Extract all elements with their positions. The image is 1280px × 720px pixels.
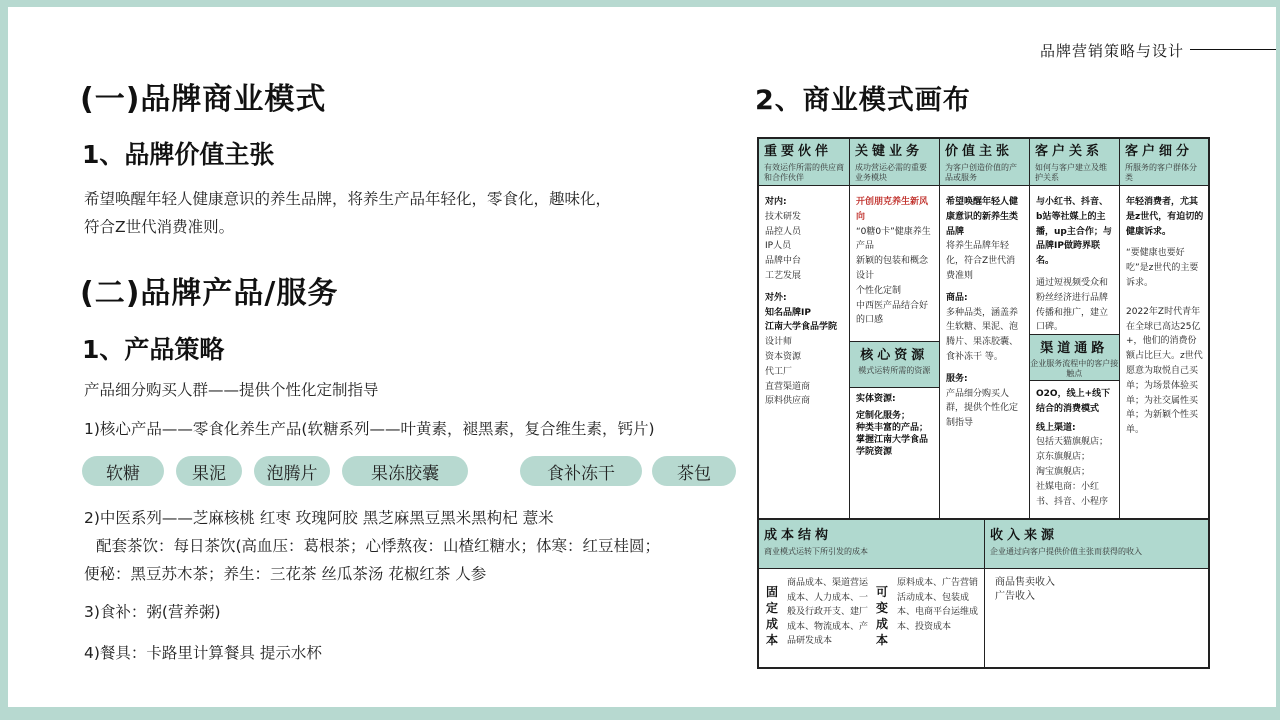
- relationships-title: 客户关系: [1035, 144, 1104, 159]
- key-activities-subtitle: 成功营运必需的重要业务模块: [855, 163, 927, 182]
- pill-effervescent: 泡腾片: [254, 456, 330, 486]
- value-lead: 希望唤醒年轻人健康意识的新养生类品牌: [946, 197, 1019, 237]
- resources-label: 实体资源:: [856, 394, 896, 404]
- pill-fruit-puree: 果泥: [176, 456, 242, 486]
- pill-tea-bag: 茶包: [652, 456, 736, 486]
- activity-item: 中西医产品结合好的口感: [856, 300, 929, 326]
- block-key-partners: [759, 139, 850, 520]
- block-cost-structure: [759, 520, 985, 667]
- channel-item: 淘宝旗舰店；: [1036, 466, 1091, 477]
- header-value-propositions: [940, 139, 1029, 186]
- partner-external: 直营渠道商: [765, 381, 811, 392]
- product-item-2-line3: 便秘：黑豆苏木茶；养生：三花茶 丝瓜茶汤 花椒红茶 人参: [84, 565, 487, 583]
- section-title-products: (二)品牌产品/服务: [80, 276, 339, 311]
- revenue-body: [991, 576, 1191, 604]
- resource-item: 掌握江南大学食品学院资源: [856, 435, 929, 457]
- partner-external: 资本资源: [765, 351, 802, 362]
- value-proposition-text-1: 希望唤醒年轻人健康意识的养生品牌，将养生产品年轻化，零食化，趣味化，: [84, 190, 612, 208]
- segments-quote: “要健康也要好吃”是z世代的主要诉求。: [1126, 248, 1199, 288]
- key-resources-subtitle: 模式运转所需的资源: [858, 366, 931, 375]
- product-intro: 产品细分购买人群——提供个性化定制指导: [84, 381, 379, 399]
- value-title: 价值主张: [945, 144, 1014, 159]
- key-partners-subtitle: 有效运作所需的供应商和合作伙伴: [764, 163, 844, 182]
- partner-internal: 工艺发展: [765, 270, 802, 281]
- key-partners-body: [761, 195, 849, 409]
- segments-stat: 2022年Z时代青年在全球已高达25亿+，他们的消费份额占比巨大。z世代愿意为取悦自己买单；为场景体验买单；为社交属性买单；为新颖个性买单。: [1126, 306, 1203, 436]
- activities-highlight: 开创朋克养生新风向: [856, 197, 929, 222]
- online-channels-label: 线上渠道:: [1036, 422, 1076, 433]
- partner-internal: 品控人员: [765, 226, 802, 237]
- header-key-activities: [850, 139, 939, 186]
- relationships-detail: 通过短视频受众和粉丝经济进行品牌传播和推广，建立口碑。: [1036, 277, 1109, 333]
- channels-subtitle: 企业服务流程中的客户接触点: [1030, 359, 1119, 378]
- key-resources-title: 核心资源: [860, 348, 929, 363]
- revenue-item: 商品售卖收入: [995, 577, 1055, 588]
- revenue-title: 收入来源: [990, 528, 1059, 543]
- fixed-cost-text: 商品成本、渠道营运成本、人力成本、一般及行政开支、建厂成本、物流成本、产品研发成本: [787, 578, 869, 647]
- pill-soft-candy: 软糖: [82, 456, 164, 486]
- costs-subtitle: 商业模式运转下所引发的成本: [764, 547, 868, 556]
- channels-body: [1032, 387, 1118, 509]
- value-body: [942, 195, 1028, 431]
- title-rule: [1190, 49, 1276, 50]
- resource-item: 定制化服务；: [856, 411, 911, 421]
- key-resources-body: [852, 393, 938, 458]
- channels-title: 渠道通路: [1040, 341, 1109, 356]
- key-activities-title: 关键业务: [855, 144, 924, 159]
- key-partners-title: 重要伙伴: [764, 144, 833, 159]
- block-customer-relationships: [1030, 139, 1120, 520]
- segments-title: 客户细分: [1125, 144, 1194, 159]
- section-title-business-model: (一)品牌商业模式: [80, 82, 327, 117]
- segments-body: [1122, 195, 1208, 438]
- segments-subtitle: 所服务的客户群体分类: [1125, 163, 1197, 182]
- deck-title: 品牌营销策略与设计: [1039, 42, 1184, 60]
- segments-lead: 年轻消费者，尤其是z世代，有迫切的健康诉求。: [1126, 197, 1204, 237]
- channel-item: 京东旗舰店；: [1036, 452, 1091, 463]
- external-label: 对外:: [765, 292, 787, 303]
- service-text: 产品细分购买人群，提供个性化定制指导: [946, 388, 1019, 429]
- value-subtitle: 为客户创造价值的产品或服务: [945, 163, 1017, 182]
- block-value-propositions: [940, 139, 1030, 520]
- partner-external: 设计师: [765, 337, 793, 348]
- product-item-4: 4)餐具：卡路里计算餐具 提示水杯: [84, 644, 322, 662]
- product-item-3: 3)食补：粥(营养粥): [84, 603, 221, 621]
- partner-internal: 技术研发: [765, 211, 802, 222]
- product-item-2-line2: 配套茶饮：每日茶饮(高血压：葛根茶；心悸熬夜：山楂红糖水；体寒：红豆桂圆；: [96, 537, 661, 555]
- pill-jelly-capsule: 果冻胶囊: [342, 456, 468, 486]
- channel-item: 社媒电商：小红书、抖音、小程序: [1036, 481, 1109, 507]
- block-key-activities: [850, 139, 940, 520]
- product-item-2-line1: 2)中医系列——芝麻核桃 红枣 玫瑰阿胶 黑芝麻黑豆黑米黑枸杞 薏米: [84, 509, 554, 527]
- service-label: 服务:: [946, 373, 968, 384]
- header-cost-structure: [759, 520, 984, 569]
- partner-external: 原料供应商: [765, 396, 811, 407]
- variable-cost-label: 可 变 成 本: [875, 585, 888, 647]
- relationships-subtitle: 如何与客户建立及维护关系: [1035, 163, 1107, 182]
- header-channels: [1030, 334, 1119, 381]
- revenue-item: 广告收入: [995, 591, 1035, 602]
- subtitle-product-strategy: 1、产品策略: [82, 335, 225, 364]
- goods-label: 商品:: [946, 292, 968, 303]
- partner-internal: 品牌中台: [765, 256, 802, 267]
- fixed-cost-label: 固 定 成 本: [765, 585, 778, 647]
- goods-text: 多种品类，涵盖养生软糖、果泥、泡腾片、果冻胶囊、食补冻干 等。: [946, 307, 1019, 362]
- internal-label: 对内:: [765, 197, 787, 207]
- activity-item: 个性化定制: [856, 285, 902, 296]
- product-item-1: 1)核心产品——零食化养生产品(软糖系列——叶黄素，褪黑素，复合维生素，钙片): [84, 420, 655, 438]
- relationships-body: [1032, 195, 1118, 335]
- channels-lead: O2O，线上+线下结合的消费模式: [1036, 389, 1111, 414]
- costs-title: 成本结构: [764, 528, 833, 543]
- value-lead-detail: 将养生品牌年轻化，符合Z世代消费准则: [946, 241, 1016, 281]
- canvas-section-title: 2、商业模式画布: [755, 85, 971, 116]
- channel-item: 包括天猫旗舰店；: [1036, 437, 1109, 448]
- partner-external-key: 江南大学食品学院: [765, 322, 838, 333]
- pill-freeze-dried: 食补冻干: [520, 456, 642, 486]
- subtitle-value-proposition: 1、品牌价值主张: [82, 140, 275, 169]
- partner-internal: IP人员: [765, 241, 792, 252]
- variable-cost-text: 原料成本、广告营销活动成本、包装成本、电商平台运维成本、投资成本: [897, 578, 979, 632]
- block-customer-segments: [1120, 139, 1208, 520]
- relationships-lead: 与小红书、抖音、b站等社媒上的主播，up主合作；与品牌IP做跨界联名。: [1036, 197, 1112, 267]
- header-key-resources: [850, 341, 939, 388]
- header-key-partners: [759, 139, 849, 186]
- partner-external: 代工厂: [765, 366, 793, 377]
- header-customer-segments: [1120, 139, 1208, 186]
- resource-item: 种类丰富的产品；: [856, 423, 929, 433]
- revenue-subtitle: 企业通过向客户提供价值主张而获得的收入: [990, 547, 1142, 556]
- header-revenue-streams: [985, 520, 1208, 569]
- key-activities-body: [852, 195, 938, 328]
- business-model-canvas: [757, 137, 1210, 669]
- partner-external-key: 知名品牌IP: [765, 307, 811, 318]
- activity-item: 新颖的包装和概念设计: [856, 256, 929, 281]
- block-revenue-streams: [985, 520, 1208, 667]
- value-proposition-text-2: 符合Z世代消费准则。: [84, 218, 235, 236]
- header-customer-relationships: [1030, 139, 1119, 186]
- activity-item: “0糖0卡”健康养生产品: [856, 226, 931, 252]
